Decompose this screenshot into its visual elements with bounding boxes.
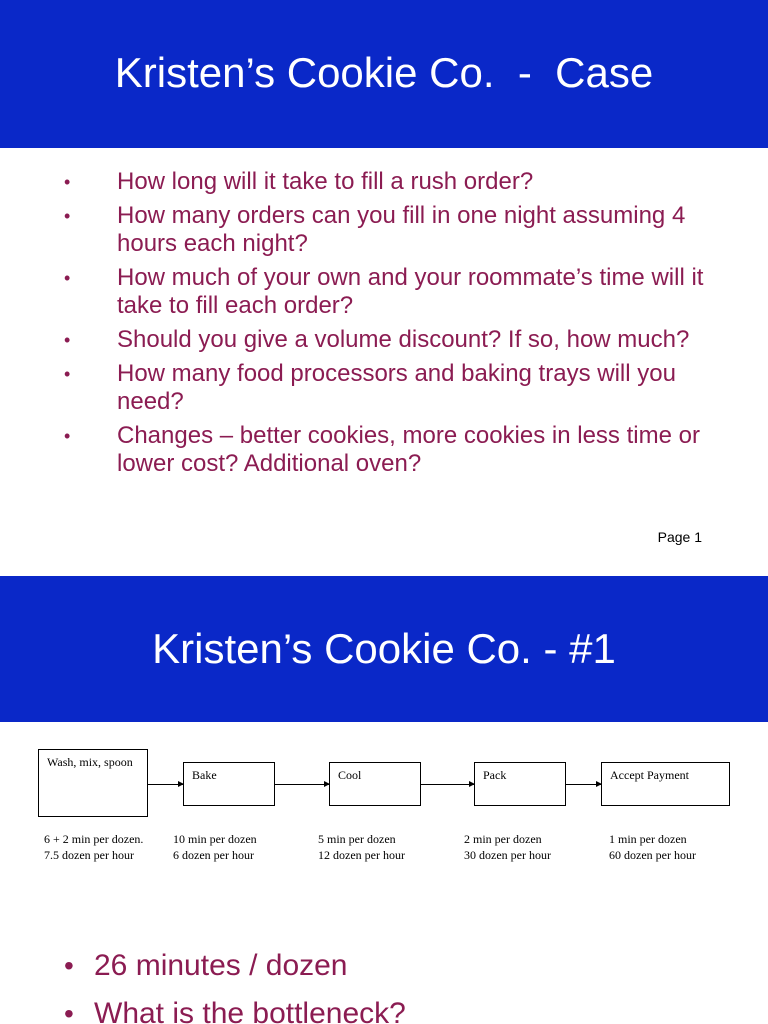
bullet-dot-icon: • bbox=[64, 268, 71, 288]
bullet-dot-icon: • bbox=[64, 426, 71, 446]
flow-arrow bbox=[148, 784, 183, 785]
step-info-bake bbox=[173, 831, 257, 863]
slide2-title-bar bbox=[0, 576, 768, 722]
slide1-bullet-text: How many orders can you fill in one night assuming 4 hours each night? bbox=[117, 202, 686, 257]
step-box-accept-payment bbox=[601, 762, 730, 806]
slide1-bullet-item bbox=[0, 326, 768, 354]
slide1-bullet-list bbox=[0, 168, 768, 484]
step-rate: 60 dozen per hour bbox=[609, 848, 696, 862]
flow-arrow bbox=[275, 784, 329, 785]
slide1-bullet-text: How much of your own and your roommate’s time will it take to fill each order? bbox=[117, 264, 704, 319]
flow-arrow bbox=[566, 784, 601, 785]
bullet-dot-icon: • bbox=[64, 172, 71, 192]
slide1-bullet-item bbox=[0, 422, 768, 478]
slide1-bullet-text: How many food processors and baking trays will you need? bbox=[117, 360, 676, 415]
step-label: Pack bbox=[483, 768, 507, 782]
step-rate: 12 dozen per hour bbox=[318, 848, 405, 862]
step-box-pack bbox=[474, 762, 566, 806]
step-info-pack bbox=[464, 831, 551, 863]
step-label: Wash, mix, spoon bbox=[47, 755, 133, 769]
page-number: Page 1 bbox=[657, 529, 702, 545]
slide2-bullet-list bbox=[0, 948, 768, 1024]
step-info-wash-mix-spoon bbox=[44, 831, 143, 863]
slide1-bullet-text: How long will it take to fill a rush order? bbox=[117, 168, 534, 195]
step-time: 10 min per dozen bbox=[173, 832, 257, 846]
step-time: 6 + 2 min per dozen. bbox=[44, 832, 144, 846]
bullet-dot-icon: • bbox=[64, 330, 71, 350]
slide1-title: Kristen’s Cookie Co. - Case bbox=[114, 49, 654, 96]
step-info-accept-payment bbox=[609, 831, 696, 863]
slide1-title-bar bbox=[0, 0, 768, 148]
step-info-cool bbox=[318, 831, 405, 863]
process-flow-diagram bbox=[0, 740, 768, 880]
slide2-bullet-text: 26 minutes / dozen bbox=[94, 949, 348, 982]
bullet-dot-icon: • bbox=[64, 364, 71, 384]
step-label: Accept Payment bbox=[610, 768, 689, 782]
step-time: 5 min per dozen bbox=[318, 832, 396, 846]
bullet-dot-icon: • bbox=[64, 998, 74, 1024]
step-rate: 6 dozen per hour bbox=[173, 848, 254, 862]
slide1-bullet-item bbox=[0, 360, 768, 416]
step-label: Cool bbox=[338, 768, 362, 782]
step-label: Bake bbox=[192, 768, 217, 782]
bullet-dot-icon: • bbox=[64, 206, 71, 226]
step-rate: 30 dozen per hour bbox=[464, 848, 551, 862]
slide1-bullet-text: Should you give a volume discount? If so, how much? bbox=[117, 326, 690, 353]
slide1-bullet-text: Changes – better cookies, more cookies in less time or lower cost? Additional oven? bbox=[117, 422, 700, 477]
bullet-dot-icon: • bbox=[64, 950, 74, 981]
step-rate: 7.5 dozen per hour bbox=[44, 848, 134, 862]
slide1-bullet-item bbox=[0, 264, 768, 320]
slide2-bullet-item bbox=[0, 996, 768, 1024]
slide1-bullet-item bbox=[0, 168, 768, 196]
slide1-bullet-item bbox=[0, 202, 768, 258]
step-time: 1 min per dozen bbox=[609, 832, 687, 846]
slide2-bullet-text: What is the bottleneck? bbox=[94, 997, 406, 1024]
slide2-title: Kristen’s Cookie Co. - #1 bbox=[152, 625, 616, 672]
step-time: 2 min per dozen bbox=[464, 832, 542, 846]
slide2-bullet-item bbox=[0, 948, 768, 984]
step-box-wash-mix-spoon bbox=[38, 749, 148, 817]
step-box-bake bbox=[183, 762, 275, 806]
flow-arrow bbox=[421, 784, 474, 785]
step-box-cool bbox=[329, 762, 421, 806]
